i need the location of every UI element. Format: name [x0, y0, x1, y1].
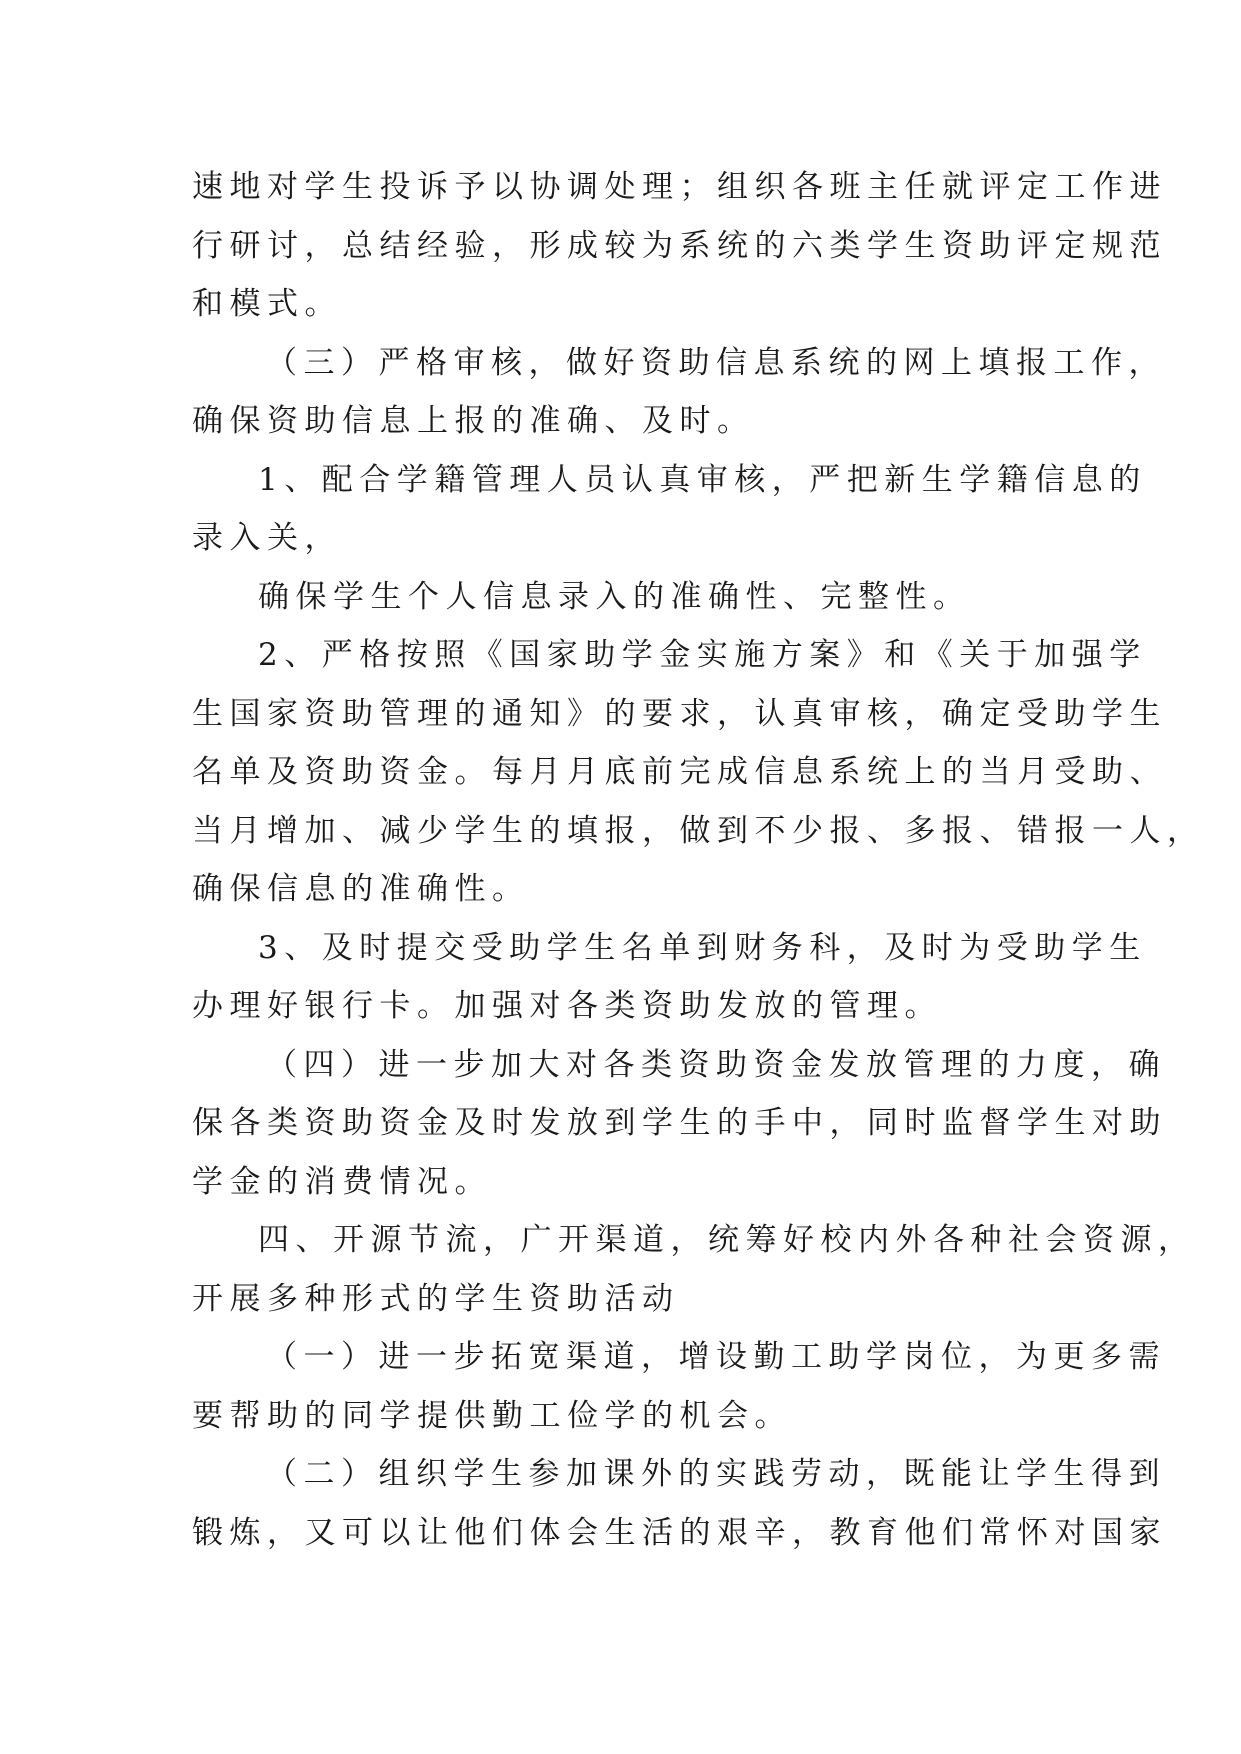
section-heading-line: （二）组织学生参加课外的实践劳动，既能让学生得到	[266, 1456, 1166, 1492]
text-line: 行研讨，总结经验，形成较为系统的六类学生资助评定规范	[192, 227, 1167, 264]
text-line: 保各类资助资金及时发放到学生的手中，同时监督学生对助	[192, 1105, 1167, 1141]
text-line: 学金的消费情况。	[192, 1163, 492, 1200]
text-line: 和模式。	[192, 286, 342, 322]
section-heading-line: （四）进一步加大对各类资助资金发放管理的力度，确	[266, 1046, 1166, 1083]
text-line: 当月增加、减少学生的填报，做到不少报、多报、错报一人，	[192, 812, 1205, 849]
text-line: 速地对学生投诉予以协调处理；组织各班主任就评定工作进	[192, 169, 1167, 205]
list-item-line: 1、配合学籍管理人员认真审核，严把新生学籍信息的	[258, 461, 1147, 498]
text-line: 确保信息的准确性。	[192, 871, 530, 907]
text-line: 要帮助的同学提供勤工俭学的机会。	[192, 1397, 792, 1434]
list-item-line: 3、及时提交受助学生名单到财务科，及时为受助学生	[258, 929, 1147, 966]
section-heading-line: 四、开源节流，广开渠道，统筹好校内外各种社会资源，	[258, 1222, 1196, 1258]
text-line: 确保资助信息上报的准确、及时。	[192, 403, 755, 439]
document-body	[192, 158, 1205, 1562]
text-line: 确保学生个人信息录入的准确性、完整性。	[258, 578, 971, 615]
section-heading-line: （三）严格审核，做好资助信息系统的网上填报工作，	[266, 344, 1166, 381]
text-line: 办理好银行卡。加强对各类资助发放的管理。	[192, 988, 942, 1024]
text-line: 录入关，	[192, 520, 342, 556]
section-heading-line: （一）进一步拓宽渠道，增设勤工助学岗位，为更多需	[266, 1339, 1166, 1375]
list-item-line: 2、严格按照《国家助学金实施方案》和《关于加强学	[258, 637, 1147, 673]
text-line: 开展多种形式的学生资助活动	[192, 1280, 680, 1317]
text-line: 锻炼，又可以让他们体会生活的艰辛，教育他们常怀对国家	[192, 1514, 1167, 1551]
text-line: 名单及资助资金。每月月底前完成信息系统上的当月受助、	[192, 754, 1167, 790]
text-line: 生国家资助管理的通知》的要求，认真审核，确定受助学生	[192, 695, 1167, 732]
